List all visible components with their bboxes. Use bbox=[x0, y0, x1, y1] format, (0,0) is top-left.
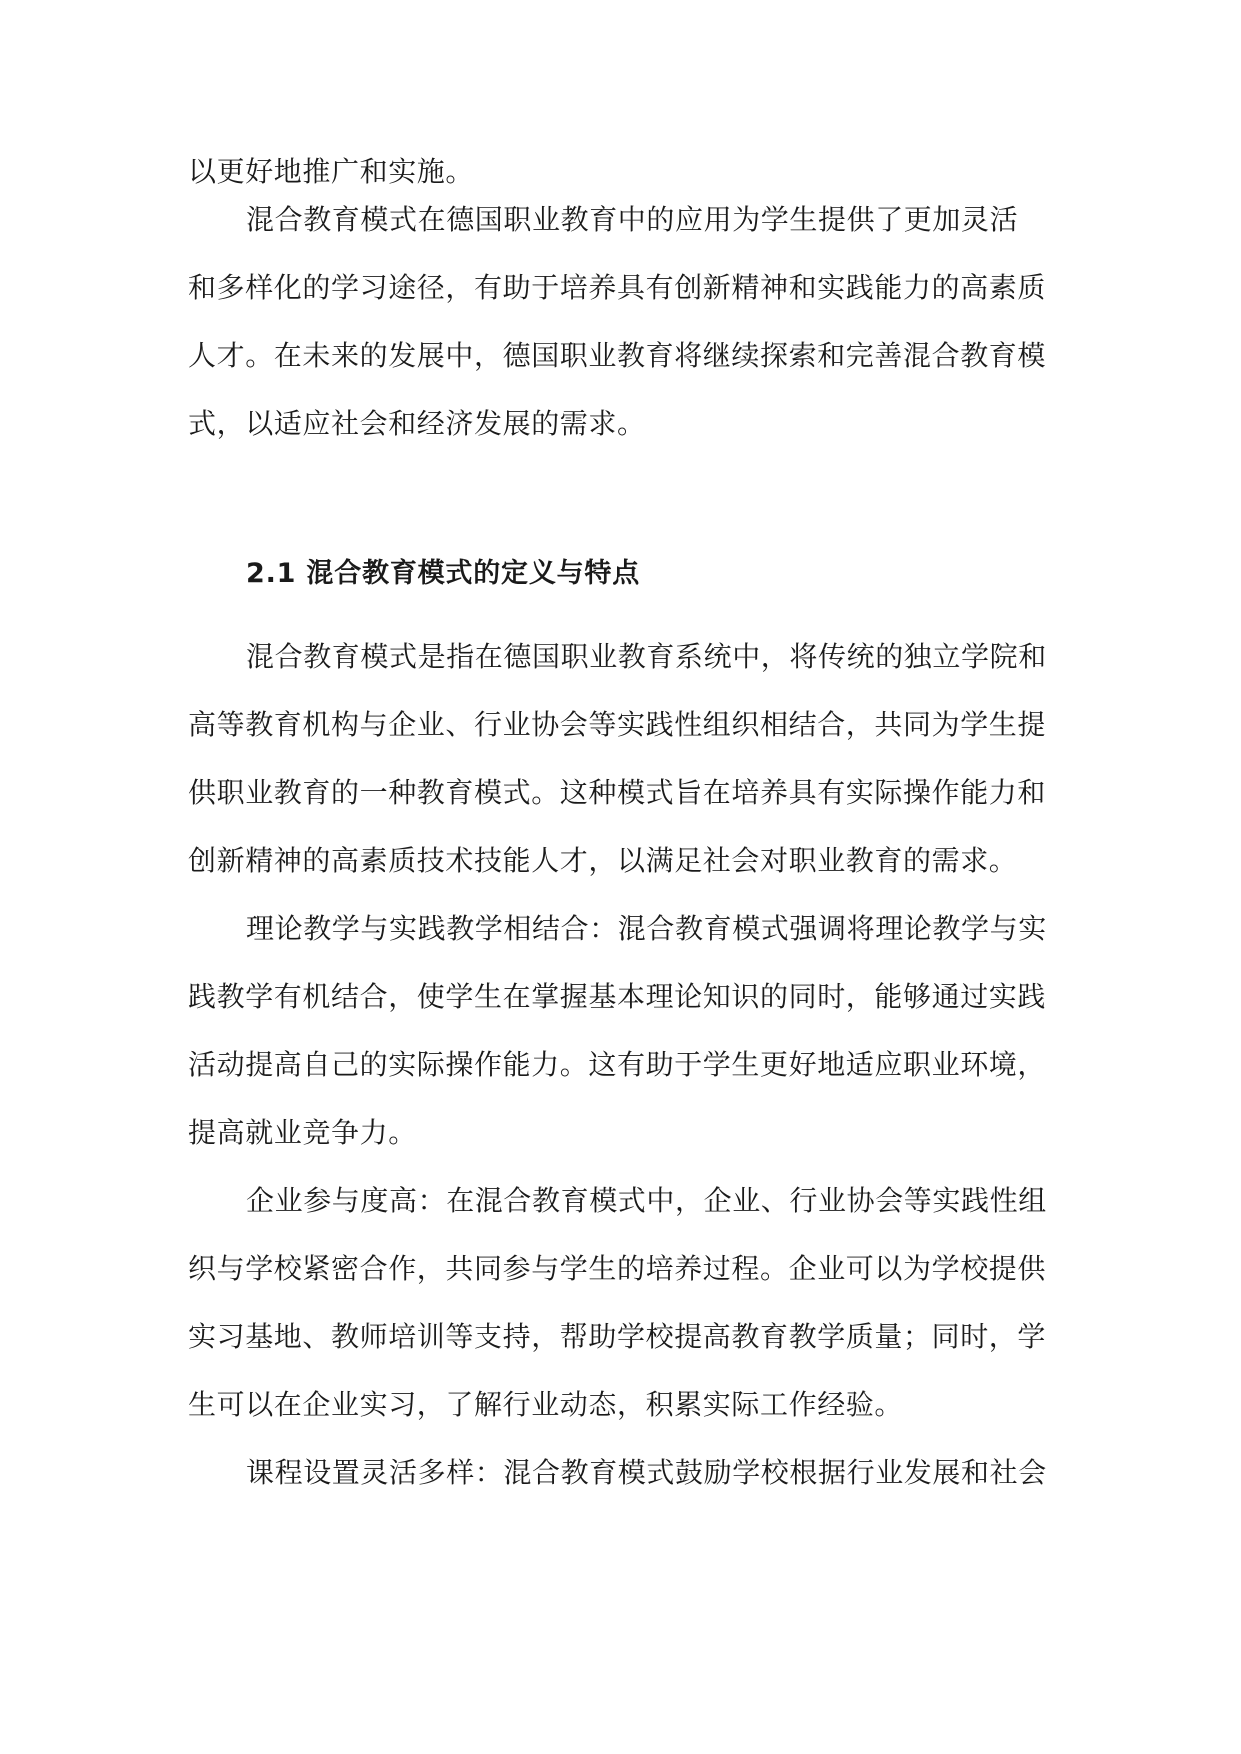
paragraph-line: 混合教育模式是指在德国职业教育系统中，将传统的独立学院和 bbox=[246, 640, 1047, 673]
paragraph-line: 式，以适应社会和经济发展的需求。 bbox=[188, 407, 646, 440]
paragraph-line: 生可以在企业实习，了解行业动态，积累实际工作经验。 bbox=[188, 1388, 904, 1421]
paragraph-line: 创新精神的高素质技术技能人才，以满足社会对职业教育的需求。 bbox=[188, 844, 1018, 877]
paragraph-line: 理论教学与实践教学相结合：混合教育模式强调将理论教学与实 bbox=[246, 912, 1047, 945]
paragraph-line: 课程设置灵活多样：混合教育模式鼓励学校根据行业发展和社会 bbox=[246, 1456, 1047, 1489]
paragraph-line: 高等教育机构与企业、行业协会等实践性组织相结合，共同为学生提 bbox=[188, 708, 1047, 741]
section-heading: 2.1 混合教育模式的定义与特点 bbox=[246, 558, 641, 589]
paragraph-line: 供职业教育的一种教育模式。这种模式旨在培养具有实际操作能力和 bbox=[188, 776, 1047, 809]
paragraph-line: 和多样化的学习途径，有助于培养具有创新精神和实践能力的高素质 bbox=[188, 271, 1047, 304]
paragraph-line: 企业参与度高：在混合教育模式中，企业、行业协会等实践性组 bbox=[246, 1184, 1047, 1217]
paragraph-line: 活动提高自己的实际操作能力。这有助于学生更好地适应职业环境， bbox=[188, 1048, 1047, 1081]
paragraph-line: 以更好地推广和实施。 bbox=[188, 155, 475, 188]
paragraph-line: 提高就业竞争力。 bbox=[188, 1116, 417, 1149]
paragraph-line: 织与学校紧密合作，共同参与学生的培养过程。企业可以为学校提供 bbox=[188, 1252, 1047, 1285]
paragraph-line: 人才。在未来的发展中，德国职业教育将继续探索和完善混合教育模 bbox=[188, 339, 1047, 372]
paragraph-line: 混合教育模式在德国职业教育中的应用为学生提供了更加灵活 bbox=[246, 203, 1019, 236]
paragraph-line: 践教学有机结合，使学生在掌握基本理论知识的同时，能够通过实践 bbox=[188, 980, 1047, 1013]
paragraph-line: 实习基地、教师培训等支持，帮助学校提高教育教学质量；同时，学 bbox=[188, 1320, 1047, 1353]
